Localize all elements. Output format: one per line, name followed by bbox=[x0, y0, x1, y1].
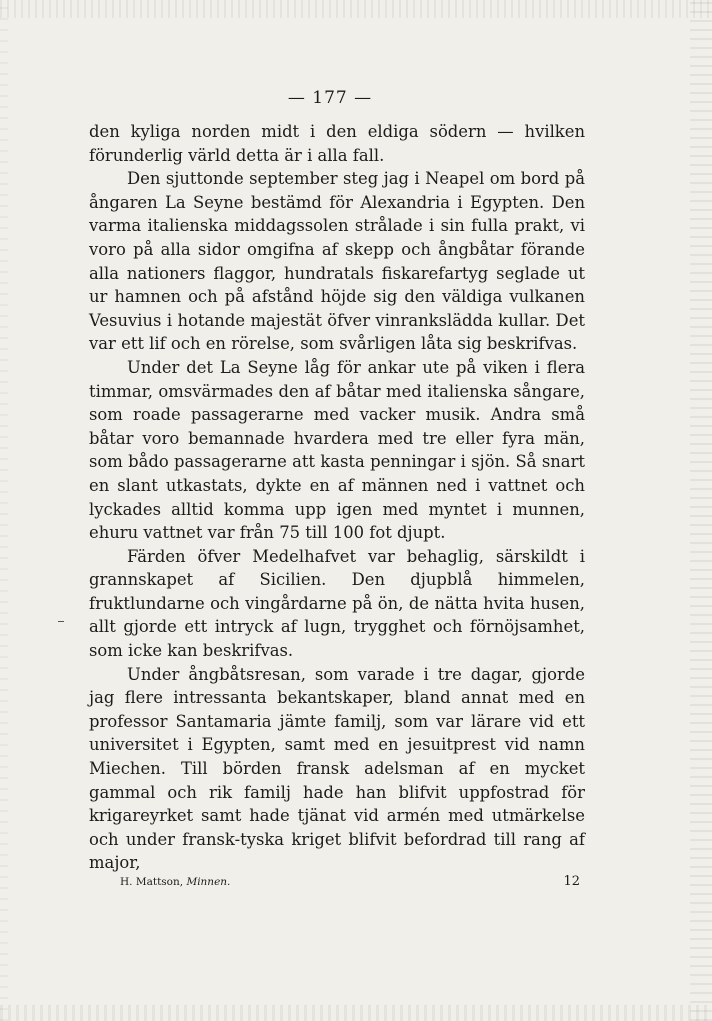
paragraph-4: Färden öfver Medelhafvet var behaglig, särskildt i grannskapet af Sicilien. Den djupblå himmelen, fruktlundarne och vingårdarne på ön, de nätta hvita husen, allt gjorde ett intryck af lugn, trygghet och förnöjsamhet, som icke kan beskrifvas. bbox=[89, 546, 585, 661]
body-text bbox=[89, 120, 585, 875]
paragraph-5: Under ångbåtsresan, som varade i tre dagar, gjorde jag flere intressanta bekantskaper, bland annat med en professor Santamaria jämte familj, som var lärare vid ett universitet i Egypten, samt med en jesuitprest vid namn Miechen. Till börden fransk adelsman af en mycket gammal och rik familj hade han blifvit uppfostrad för krigareyrket samt hade tjänat vid armén med utmärkelse och under fransk-tyska kriget blifvit befordrad till rang af major, bbox=[89, 664, 585, 873]
paragraph-2: Den sjuttonde september steg jag i Neapel om bord på ångaren La Seyne bestämd för Alexandria i Egypten. Den varma italienska middagssolen strålade i sin fulla prakt, vi voro på alla sidor omgifna af skepp och ångbåtar förande alla nationers flaggor, hundratals fiskarefartyg seglade ut ur hamnen och på afstånd höjde sig den väldiga vulkanen Vesuvius i hotande majestät öfver vinrankslädda kullar. Det var ett lif och en rörelse, som svårligen låta sig beskrifvas. bbox=[89, 169, 585, 354]
footer-author-name: H. Mattson, bbox=[120, 876, 184, 888]
paper-edge-bottom bbox=[0, 1005, 712, 1021]
paragraph-3: Under det La Seyne låg för ankar ute på viken i flera timmar, omsvärmades den af båtar med italienska sångare, som roade passagerarne med vacker musik. Andra små båtar voro bemannade hvardera med tre eller fyra män, som bådo passagerarne att kasta penningar i sjön. Så snart en slant utkastats, dykte en af männen ned i vattnet och lyckades alltid komma upp igen med myntet i munnen, ehuru vattnet var från 75 till 100 fot djupt. bbox=[89, 357, 585, 543]
margin-mark bbox=[58, 621, 64, 622]
footer-work-title: Minnen. bbox=[186, 876, 231, 888]
paper-edge-right bbox=[690, 0, 712, 1021]
signature-mark: 12 bbox=[563, 874, 580, 889]
paper-edge-top bbox=[0, 0, 712, 18]
paper-edge-left bbox=[0, 0, 8, 1021]
footer-author bbox=[120, 876, 230, 888]
page-number: — 177 — bbox=[287, 88, 373, 108]
paragraph-1: den kyliga norden midt i den eldiga södern — hvilken förunderlig värld detta är i alla fall. bbox=[89, 122, 585, 165]
